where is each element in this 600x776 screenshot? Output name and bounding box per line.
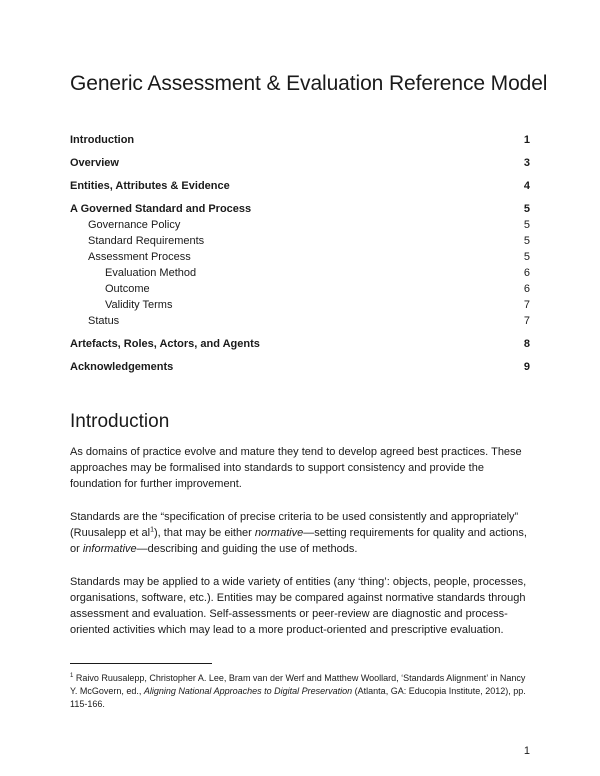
toc-entry-label: Governance Policy bbox=[88, 219, 181, 231]
paragraph: Standards may be applied to a wide variety of entities (any ‘thing’: objects, people, processes, organisations, software, etc.). Entities may be compared against normative standards through assessment and evaluation. Self-assessments or peer-review are diagnostic and process-oriented activities which may lead to a more product-oriented and prescriptive evaluation. bbox=[70, 576, 527, 636]
toc-entry-page: 7 bbox=[523, 299, 530, 311]
toc-entry-label: Status bbox=[88, 315, 120, 327]
toc-entry-label: A Governed Standard and Process bbox=[70, 203, 252, 215]
page-number: 1 bbox=[523, 745, 530, 757]
toc-entry-page: 5 bbox=[523, 251, 530, 263]
toc-entry-page: 5 bbox=[523, 203, 530, 215]
introduction-body bbox=[70, 444, 530, 655]
footnote-number: 1 bbox=[70, 673, 74, 679]
toc-entry-label: Standard Requirements bbox=[88, 235, 205, 247]
cited-book-title: Aligning National Approaches to Digital Preservation bbox=[143, 686, 353, 696]
toc-entry-label: Outcome bbox=[105, 283, 150, 295]
section-heading-introduction: Introduction bbox=[70, 411, 170, 432]
toc-entry-label: Entities, Attributes & Evidence bbox=[70, 180, 230, 192]
toc-entry-outcome[interactable] bbox=[70, 281, 530, 297]
toc-entry-evaluation-method[interactable] bbox=[70, 265, 530, 281]
toc-entry-page: 6 bbox=[523, 267, 530, 279]
toc-entry-page: 8 bbox=[523, 338, 530, 350]
toc-entry-overview[interactable] bbox=[70, 155, 530, 171]
footnote-divider bbox=[70, 663, 212, 664]
toc-entry-governance-policy[interactable] bbox=[70, 217, 530, 233]
toc-entry-page: 5 bbox=[523, 219, 530, 231]
toc-entry-governed-standard[interactable] bbox=[70, 201, 530, 217]
toc-entry-page: 5 bbox=[523, 235, 530, 247]
toc-entry-label: Overview bbox=[70, 157, 119, 169]
toc-entry-label: Validity Terms bbox=[105, 299, 173, 311]
toc-entry-acknowledgements[interactable] bbox=[70, 359, 530, 375]
toc-entry-label: Artefacts, Roles, Actors, and Agents bbox=[70, 338, 260, 350]
toc-entry-entities[interactable] bbox=[70, 178, 530, 194]
table-of-contents bbox=[70, 132, 530, 375]
toc-entry-page: 3 bbox=[523, 157, 530, 169]
toc-entry-page: 7 bbox=[523, 315, 530, 327]
toc-entry-label: Introduction bbox=[70, 134, 135, 146]
toc-entry-introduction[interactable] bbox=[70, 132, 530, 148]
footnote-reference[interactable]: 1 bbox=[150, 526, 155, 534]
toc-entry-page: 1 bbox=[523, 134, 530, 146]
toc-entry-status[interactable] bbox=[70, 313, 530, 329]
toc-entry-standard-requirements[interactable] bbox=[70, 233, 530, 249]
toc-entry-label: Acknowledgements bbox=[70, 361, 174, 373]
toc-entry-assessment-process[interactable] bbox=[70, 249, 530, 265]
toc-entry-page: 6 bbox=[523, 283, 530, 295]
footnote: $^1$ Raivo Ruusalepp, Christopher A. Lee, Bram van der Werf and Matthew Woollard, ‘Standards Alignment’ in Nancy Y. McGovern, ed., Aligning National Approaches to Digital Preservation (Atlanta, GA: Educopia Institute, 2012), pp. 115-166. bbox=[70, 673, 526, 709]
toc-entry-validity-terms[interactable] bbox=[70, 297, 530, 313]
paragraph: Standards are the “specification of precise criteria to be used consistently and appropriately” (Ruusalepp et $al^1$), that may be either normative—setting requirements for quality and actions, or informative—describing and guiding the use of methods. bbox=[70, 511, 527, 555]
toc-entry-artefacts[interactable] bbox=[70, 336, 530, 352]
document-title: Generic Assessment & Evaluation Reference Model bbox=[70, 72, 548, 95]
toc-entry-page: 4 bbox=[523, 180, 530, 192]
paragraph: As domains of practice evolve and mature they tend to develop agreed best practices. These approaches may be formalised into standards to support consistency and provide the foundation for further improvement. bbox=[70, 446, 522, 490]
toc-entry-label: Evaluation Method bbox=[105, 267, 197, 279]
toc-entry-page: 9 bbox=[523, 361, 530, 373]
toc-entry-label: Assessment Process bbox=[88, 251, 191, 263]
